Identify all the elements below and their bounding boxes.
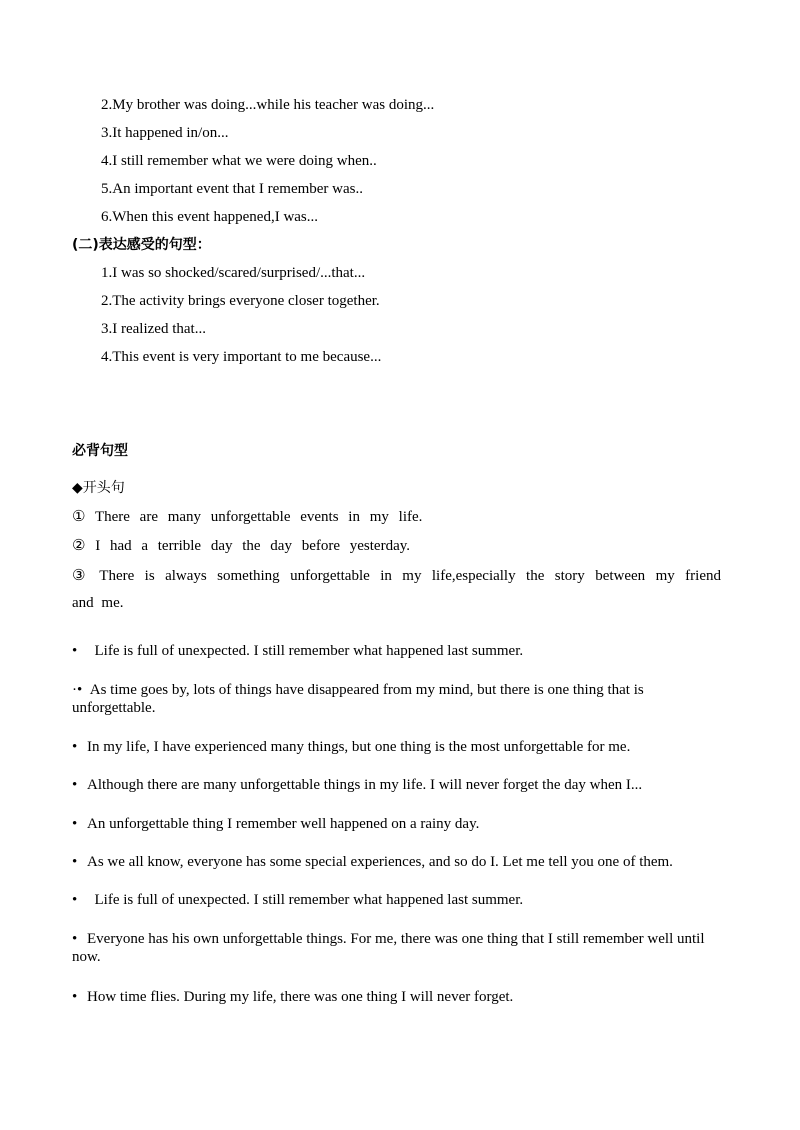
list-item bbox=[72, 988, 513, 1006]
bullet-text: How time flies. During my life, there was one thing I will never forget. bbox=[87, 989, 514, 1005]
list-item: 3.I realized that... bbox=[101, 321, 206, 337]
list-item bbox=[72, 681, 722, 717]
bullet-text: Life is full of unexpected. I still remember what happened last summer. bbox=[94, 892, 524, 908]
numbered-item-continuation: and me. bbox=[72, 595, 124, 611]
bullet-icon: • bbox=[72, 854, 78, 870]
list-item bbox=[72, 642, 523, 660]
bullet-icon: • bbox=[72, 777, 78, 793]
diamond-icon: ◆ bbox=[72, 480, 83, 496]
bullet-icon: • bbox=[72, 739, 78, 755]
list-item: 6.When this event happened,I was... bbox=[101, 209, 319, 225]
bullet-icon: • bbox=[72, 643, 78, 659]
bullet-icon: • bbox=[77, 682, 83, 698]
numbered-item bbox=[72, 507, 422, 526]
subheading-label: 开头句 bbox=[82, 480, 125, 496]
bullet-icon: • bbox=[72, 989, 78, 1005]
numbered-text: There are many unforgettable events in my life. bbox=[94, 509, 423, 525]
list-item: 2.My brother was doing...while his teacher was doing... bbox=[101, 97, 435, 113]
list-item bbox=[72, 738, 630, 756]
bullet-icon: • bbox=[72, 892, 78, 908]
bullet-prefix: · bbox=[72, 682, 77, 698]
bullet-text: As time goes by, lots of things have disappeared from my mind, but there is one thing that is unforgettable. bbox=[72, 682, 644, 716]
subheading bbox=[72, 479, 125, 497]
list-item bbox=[72, 891, 523, 909]
list-item bbox=[72, 930, 722, 966]
page-title: 必背句型 bbox=[72, 443, 128, 459]
bullet-text: Life is full of unexpected. I still remember what happened last summer. bbox=[94, 643, 524, 659]
list-item: 4.I still remember what we were doing when.. bbox=[101, 153, 377, 169]
list-item bbox=[72, 815, 479, 833]
bullet-text: An unforgettable thing I remember well happened on a rainy day. bbox=[87, 816, 480, 832]
list-item bbox=[72, 776, 642, 794]
numbered-text: There is always something unforgettable in my life,especially the story between my friend bbox=[99, 568, 721, 584]
list-item: 3.It happened in/on... bbox=[101, 125, 229, 141]
section-heading: (二)表达感受的句型： bbox=[72, 237, 211, 253]
list-item: 4.This event is very important to me because... bbox=[101, 349, 382, 365]
list-item: 2.The activity brings everyone closer together. bbox=[101, 293, 380, 309]
bullet-text: Everyone has his own unforgettable things. For me, there was one thing that I still remember well until now. bbox=[72, 931, 705, 965]
numbered-text: I had a terrible day the day before yesterday. bbox=[95, 538, 411, 554]
bullet-text: In my life, I have experienced many things, but one thing is the most unforgettable for me. bbox=[87, 739, 631, 755]
list-item bbox=[72, 853, 673, 871]
bullet-icon: • bbox=[72, 931, 78, 947]
numbered-item bbox=[72, 536, 410, 555]
list-item: 5.An important event that I remember was.. bbox=[101, 181, 364, 197]
numbered-item bbox=[72, 566, 721, 585]
circled-number: ② bbox=[72, 536, 86, 554]
circled-number: ① bbox=[72, 507, 86, 525]
list-item: 1.I was so shocked/scared/surprised/...that... bbox=[101, 265, 366, 281]
circled-number: ③ bbox=[72, 566, 90, 584]
bullet-text: As we all know, everyone has some special experiences, and so do I. Let me tell you one of them. bbox=[87, 854, 673, 870]
bullet-text: Although there are many unforgettable things in my life. I will never forget the day when I... bbox=[87, 777, 643, 793]
bullet-icon: • bbox=[72, 816, 78, 832]
